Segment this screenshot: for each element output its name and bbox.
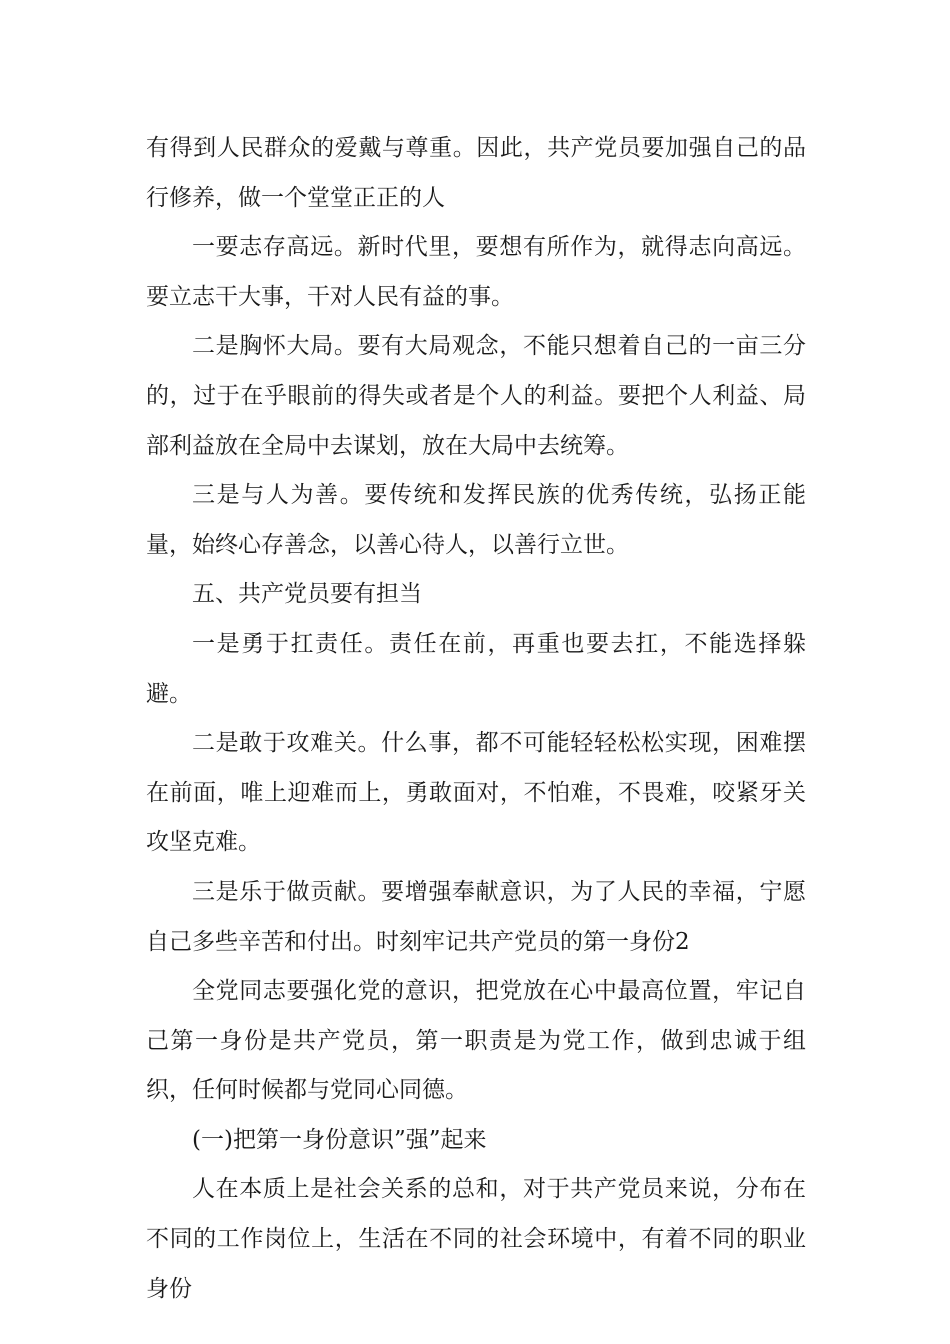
paragraph: 人在本质上是社会关系的总和，对于共产党员来说，分布在不同的工作岗位上，生活在不同的社会环境中，有着不同的职业身份 bbox=[146, 1176, 806, 1302]
subsection-heading: (一)把第一身份意识”强”起来 bbox=[192, 1126, 487, 1153]
paragraph: 二是敢于攻难关。什么事，都不可能轻轻松松实现，困难摆在前面，唯上迎难而上，勇敢面对，不怕难，不畏难，咬紧牙关攻坚克难。 bbox=[146, 730, 806, 856]
document-page bbox=[146, 124, 806, 1314]
paragraph: 一是勇于扛责任。责任在前，再重也要去扛，不能选择躲避。 bbox=[146, 630, 806, 707]
paragraph: 全党同志要强化党的意识，把党放在心中最高位置，牢记自己第一身份是共产党员，第一职责是为党工作，做到忠诚于组织，任何时候都与党同心同德。 bbox=[146, 978, 806, 1104]
paragraph: 一要志存高远。新时代里，要想有所作为，就得志向高远。要立志干大事，干对人民有益的事。 bbox=[146, 234, 806, 310]
paragraph: 三是与人为善。要传统和发挥民族的优秀传统，弘扬正能量，始终心存善念，以善心待人，以善行立世。 bbox=[146, 482, 806, 558]
paragraph: 有得到人民群众的爱戴与尊重。因此，共产党员要加强自己的品行修养，做一个堂堂正正的人 bbox=[146, 135, 806, 211]
paragraph: 二是胸怀大局。要有大局观念，不能只想着自己的一亩三分的，过于在乎眼前的得失或者是个人的利益。要把个人利益、局部利益放在全局中去谋划，放在大局中去统筹。 bbox=[146, 333, 806, 459]
section-heading: 五、共产党员要有担当 bbox=[192, 581, 422, 608]
paragraph: 三是乐于做贡献。要增强奉献意识，为了人民的幸福，宁愿自己多些辛苦和付出。时刻牢记共产党员的第一身份2 bbox=[146, 878, 806, 955]
